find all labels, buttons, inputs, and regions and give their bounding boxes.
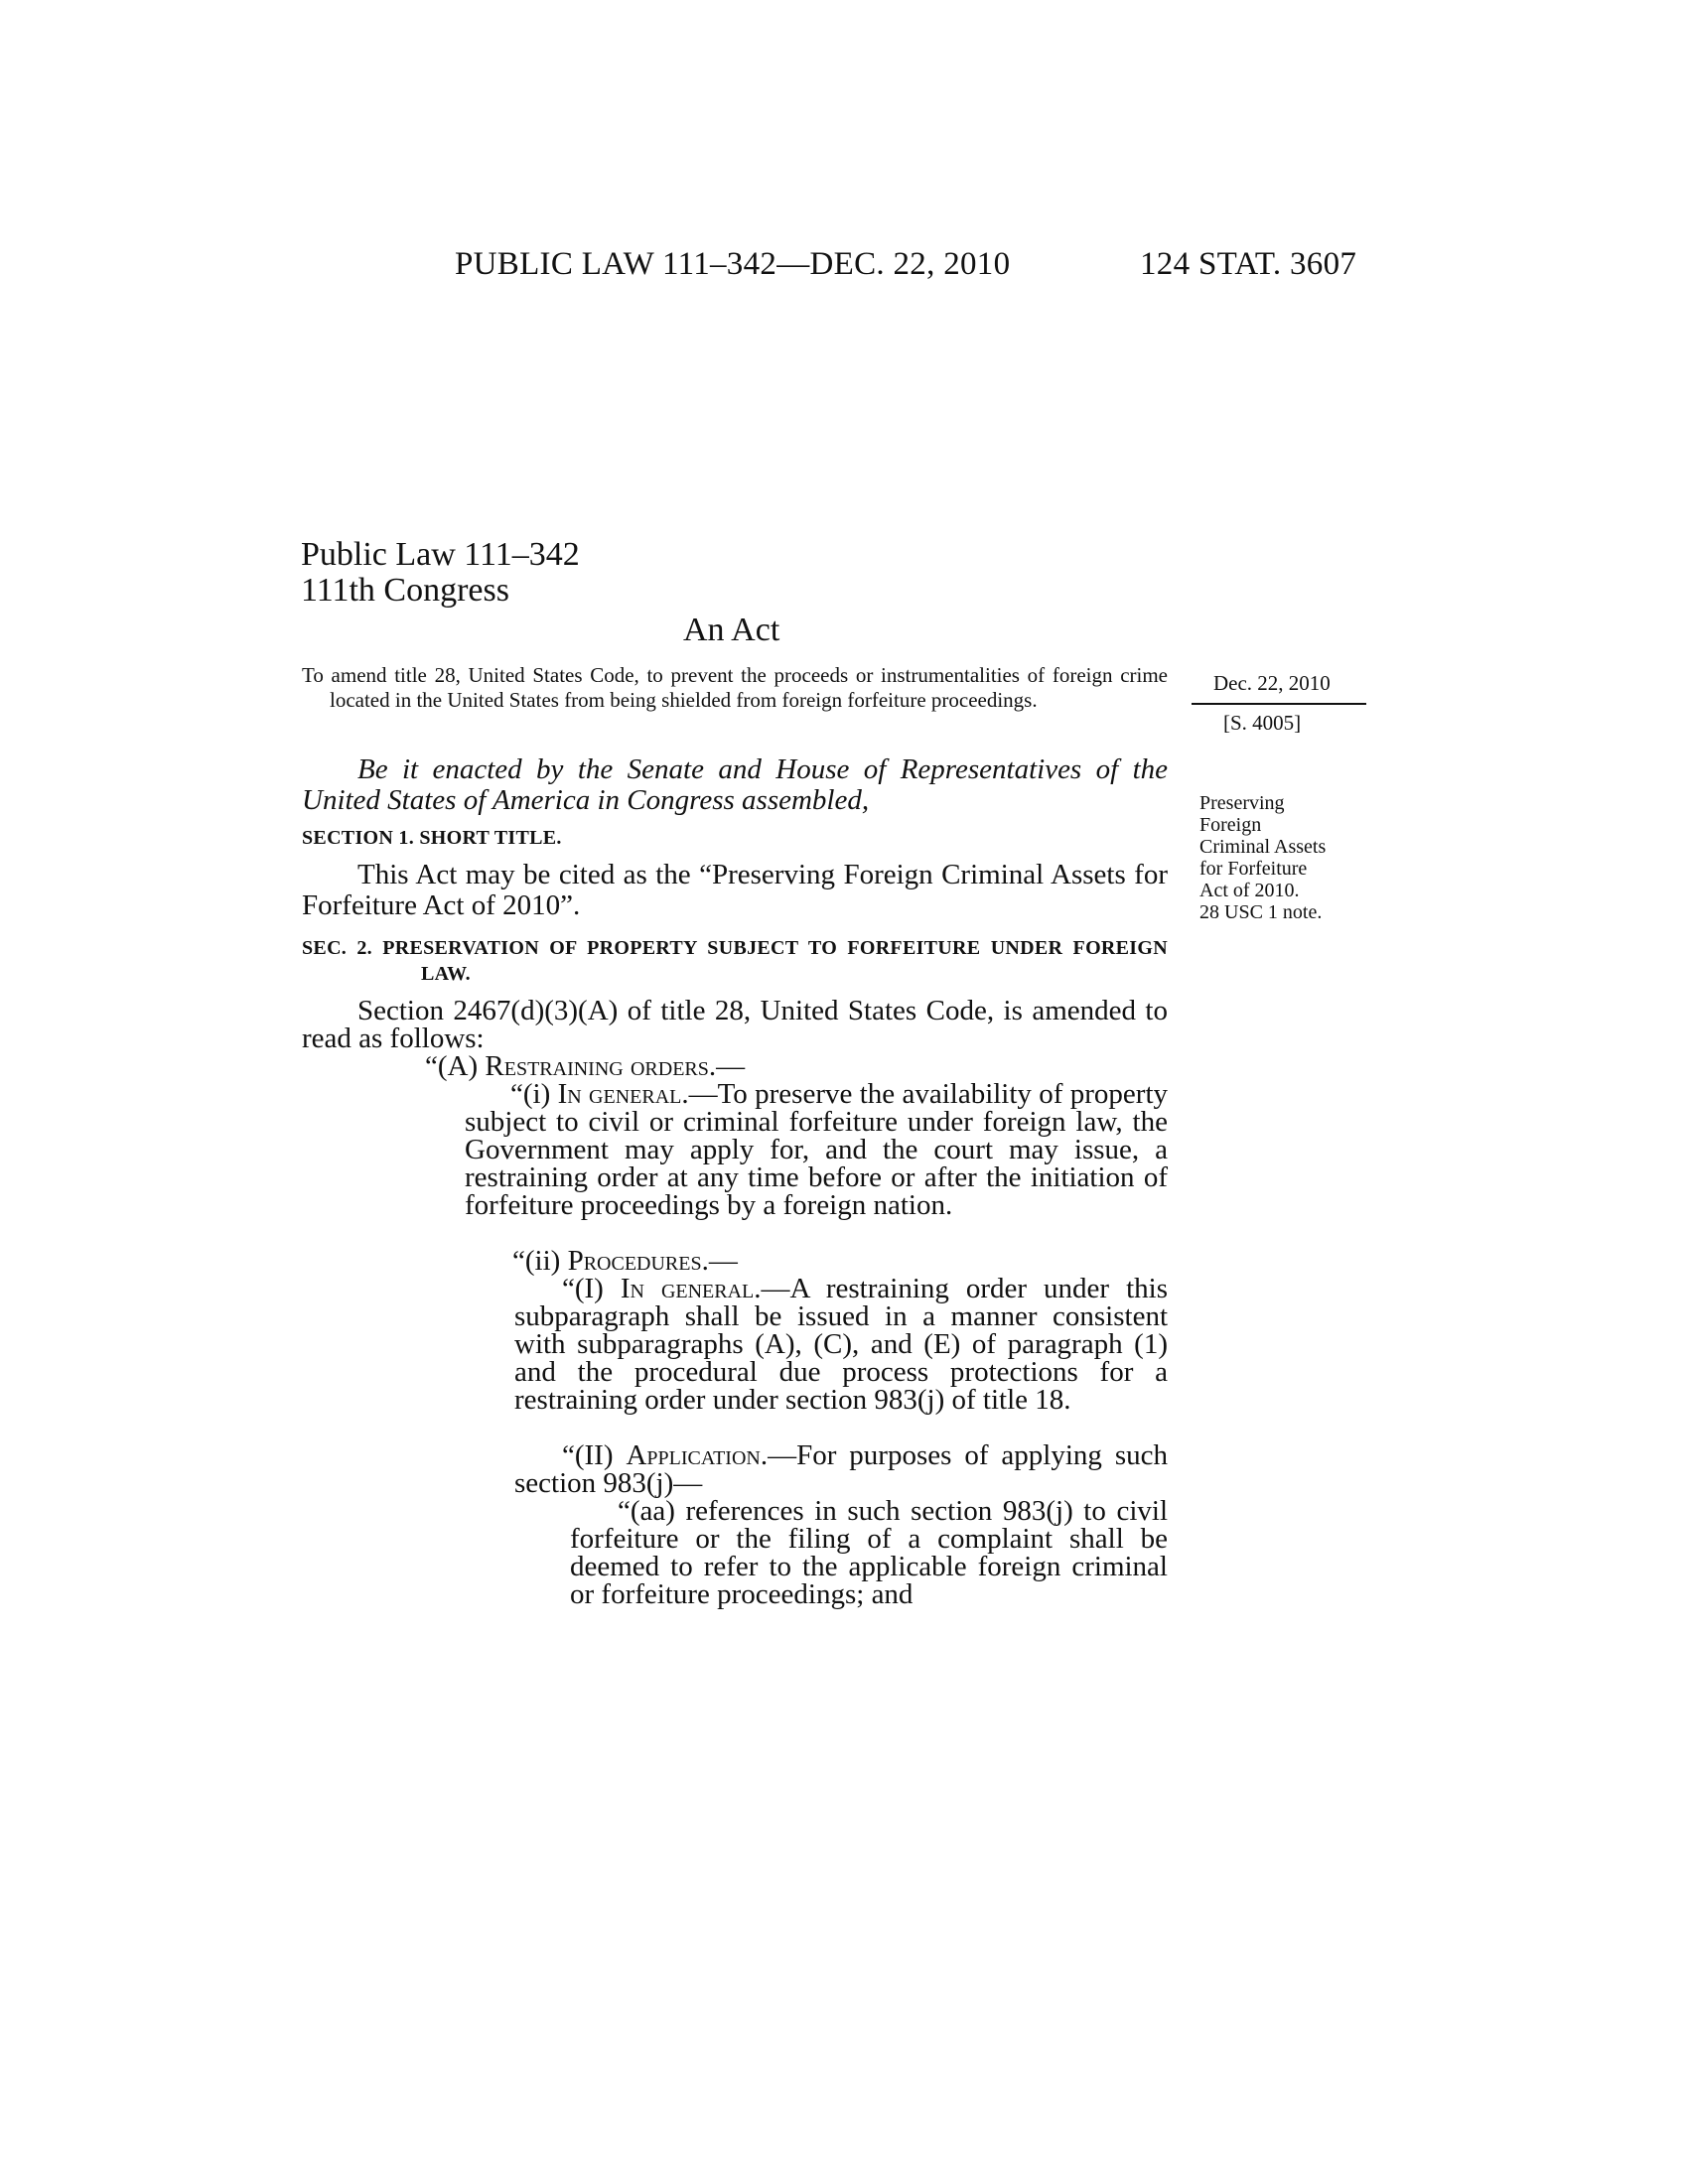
margin-note-line: for Forfeiture — [1199, 858, 1308, 880]
public-law-number: Public Law 111–342 — [301, 536, 580, 573]
section-2-intro: Section 2467(d)(3)(A) of title 28, United States Code, is amended to read as follows: — [302, 995, 1168, 1054]
running-header-page-number: 124 STAT. 3607 — [1140, 246, 1357, 282]
clause-ii: “(ii) Procedures.— — [512, 1245, 738, 1277]
subparagraph-a: “(A) Restraining orders.— — [425, 1050, 746, 1082]
clause-i: “(i) In general.—To preserve the availability of property subject to civil or criminal forfeiture under foreign law, the Government may apply for, and the court may issue, a restraining order at any time before or after the initiation of forfeiture proceedings by a foreign nation. — [465, 1078, 1168, 1221]
section-1-heading: SECTION 1. SHORT TITLE. — [302, 827, 562, 849]
margin-note — [1199, 792, 1398, 923]
section-2-heading: SEC. 2. PRESERVATION OF PROPERTY SUBJECT TO FORFEITURE UNDER FOREIGN LAW. — [302, 937, 1168, 985]
section-1-text: This Act may be cited as the “Preserving Foreign Criminal Assets for Forfeiture Act of 2010”. — [302, 859, 1168, 921]
clause-ii-heading: Procedures — [567, 1245, 702, 1277]
subparagraph-a-heading: Restraining orders — [485, 1050, 709, 1082]
subclause-I-heading: In general — [620, 1273, 755, 1304]
margin-note-line: Foreign — [1199, 814, 1262, 836]
act-purpose: To amend title 28, United States Code, to prevent the proceeds or instrumentalities of foreign crime located in the United States from being shielded from foreign forfeiture proceedings. — [302, 663, 1168, 712]
margin-rule — [1192, 703, 1366, 705]
subclause-I: “(I) In general.—A restraining order under this subparagraph shall be issued in a manner consistent with subparagraphs (A), (C), and (E) of paragraph (1) and the procedural due process protections for a restraining order under section 983(j) of title 18. — [514, 1273, 1168, 1416]
subclause-II: “(II) Application.—For purposes of applying such section 983(j)— — [514, 1439, 1168, 1499]
act-title: An Act — [683, 612, 780, 648]
clause-i-heading: In general — [557, 1078, 682, 1110]
margin-date: Dec. 22, 2010 — [1213, 671, 1331, 695]
enacting-clause: Be it enacted by the Senate and House of Representatives of the United States of America in Congress assembled, — [302, 753, 1168, 816]
margin-note-line: Act of 2010. — [1199, 880, 1300, 901]
item-aa: “(aa) references in such section 983(j) to civil forfeiture or the filing of a complaint shall be deemed to refer to the applicable foreign criminal or forfeiture proceedings; and — [570, 1495, 1168, 1610]
margin-bill-number: [S. 4005] — [1223, 711, 1302, 735]
running-header-left: PUBLIC LAW 111–342—DEC. 22, 2010 — [455, 246, 1011, 282]
margin-note-line: Criminal Assets — [1199, 836, 1327, 858]
subclause-II-heading: Application — [626, 1439, 761, 1471]
margin-note-line: 28 USC 1 note. — [1199, 901, 1323, 923]
congress-label: 111th Congress — [301, 572, 509, 609]
margin-note-line: Preserving — [1199, 792, 1285, 814]
